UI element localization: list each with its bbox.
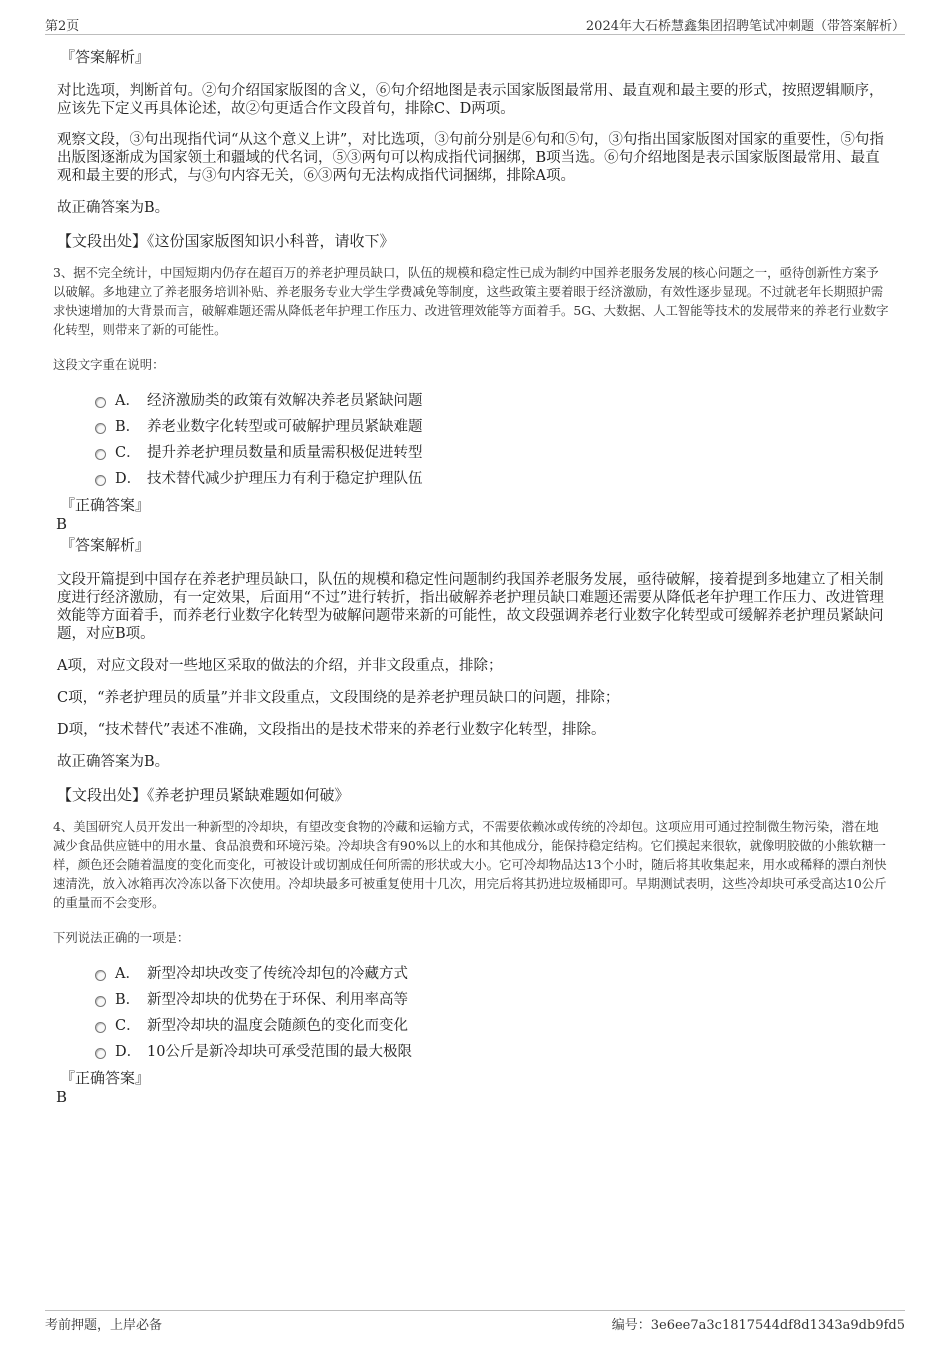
footer-slogan: 考前押题，上岸必备 <box>45 1318 163 1333</box>
q2-source: 【文段出处】《这份国家版图知识小科普，请收下》 <box>57 232 395 250</box>
q3-answer: B <box>56 515 68 533</box>
radio-button[interactable] <box>95 475 106 486</box>
option-letter: B． <box>115 991 141 1008</box>
q4-option-c[interactable] <box>95 1011 889 1037</box>
radio-button[interactable] <box>95 996 106 1007</box>
q4-option-d[interactable] <box>95 1037 889 1063</box>
option-letter: C． <box>115 444 141 461</box>
option-letter: B． <box>115 418 141 435</box>
option-text: 新型冷却块改变了传统冷却包的冷藏方式 <box>147 965 408 982</box>
option-letter: A． <box>115 965 140 982</box>
page-header <box>45 14 905 35</box>
option-text: 技术替代减少护理压力有利于稳定护理队伍 <box>147 470 423 487</box>
q3-analysis-label: 『答案解析』 <box>60 536 151 554</box>
radio-button[interactable] <box>95 1048 106 1059</box>
q3-option-a[interactable] <box>95 386 889 412</box>
q3-analysis-para-1: 文段开篇提到中国存在养老护理员缺口，队伍的规模和稳定性问题制约我国养老服务发展，亟待破解，接着提到多地建立了相关制度进行经济激励，有一定效果，后面用“不过”进行转折，指出破解养老护理员缺口难题还需要从降低老年护理工作压力、改进管理效能等方面着手，而养老行业数字化转型为破解问题带来新的可能性，故文段强调养老行业数字化转型或可缓解养老护理员紧缺问题，对应B项。 <box>57 572 884 642</box>
option-text: 新型冷却块的温度会随颜色的变化而变化 <box>147 1017 408 1034</box>
option-letter: A． <box>115 392 140 409</box>
q4-option-b[interactable] <box>95 985 889 1011</box>
q3-option-b[interactable] <box>95 412 889 438</box>
option-letter: D． <box>115 470 142 487</box>
q3-analysis-para-4: D项，“技术替代”表述不准确，文段指出的是技术带来的养老行业数字化转型，排除。 <box>57 722 606 738</box>
option-letter: C． <box>115 1017 141 1034</box>
option-text: 养老业数字化转型或可破解护理员紧缺难题 <box>147 418 423 435</box>
q3-stem: 3、据不完全统计，中国短期内仍存在超百万的养老护理员缺口，队伍的规模和稳定性已成为制约中国养老服务发展的核心问题之一，亟待创新性方案予以破解。多地建立了养老服务培训补贴、养老服务专业大学生学费减免等制度，这些政策主要着眼于经济激励，有效性逐步显现。不过就老年长期照护需求快速增加的大背景而言，破解难题还需从降低老年护理工作压力、改进管理效能等方面着手。5G、大数据、人工智能等技术的发展带来的养老行业数字化转型，则带来了新的可能性。 <box>53 265 889 337</box>
q3-source: 【文段出处】《养老护理员紧缺难题如何破》 <box>57 786 350 804</box>
q4-answer-label: 『正确答案』 <box>60 1069 151 1087</box>
q3-analysis-para-2: A项，对应文段对一些地区采取的做法的介绍，并非文段重点，排除； <box>57 658 503 674</box>
q3-prompt: 这段文字重在说明： <box>53 357 165 372</box>
option-text: 新型冷却块的优势在于环保、利用率高等 <box>147 991 408 1008</box>
radio-button[interactable] <box>95 970 106 981</box>
radio-button[interactable] <box>95 423 106 434</box>
q3-answer-label: 『正确答案』 <box>60 496 151 514</box>
q4-answer: B <box>56 1088 68 1106</box>
option-text: 10公斤是新冷却块可承受范围的最大极限 <box>147 1043 412 1060</box>
document-body <box>53 46 889 1106</box>
page-footer <box>45 1310 905 1333</box>
q2-analysis-label: 『答案解析』 <box>60 48 151 66</box>
q4-stem: 4、美国研究人员开发出一种新型的冷却块，有望改变食物的冷藏和运输方式，不需要依赖冰或传统的冷却包。这项应用可通过控制微生物污染，潜在地减少食品供应链中的用水量、食品浪费和环境污染。冷却块含有90%以上的水和其他成分，能保持稳定结构。它们摸起来很软，就像明胶做的小熊软糖一样，颜色还会随着温度的变化而变化，可被设计或切割成任何所需的形状或大小。它可冷却物品达13个小时，随后将其收集起来，用水或稀释的漂白剂快速清洗，放入冰箱再次冷冻以备下次使用。冷却块最多可被重复使用十几次，用完后将其扔进垃圾桶即可。早期测试表明，这些冷却块可承受高达10公斤的重量而不会变形。 <box>53 819 887 910</box>
radio-button[interactable] <box>95 397 106 408</box>
q3-option-c[interactable] <box>95 438 889 464</box>
q4-options <box>95 959 889 1063</box>
q2-analysis-para-2: 观察文段，③句出现指代词“从这个意义上讲”，对比选项，③句前分别是⑥句和⑤句，③句指出国家版图对国家的重要性，⑤句指出版图逐渐成为国家领土和疆域的代名词，⑤③两句可以构成指代词捆绑，B项当选。⑥句介绍地图是表示国家版图最常用、最直观和最主要的形式，与③句内容无关，⑥③两句无法构成指代词捆绑，排除A项。 <box>57 132 884 184</box>
document-title: 2024年大石桥慧鑫集团招聘笔试冲刺题（带答案解析） <box>585 19 905 34</box>
q3-analysis-para-3: C项，“养老护理员的质量”并非文段重点，文段围绕的是养老护理员缺口的问题，排除； <box>57 690 620 706</box>
page-number: 第2页 <box>45 19 80 34</box>
q4-prompt: 下列说法正确的一项是： <box>53 930 190 945</box>
q2-conclusion: 故正确答案为B。 <box>57 200 170 216</box>
option-letter: D． <box>115 1043 142 1060</box>
option-text: 经济激励类的政策有效解决养老员紧缺问题 <box>147 392 423 409</box>
radio-button[interactable] <box>95 1022 106 1033</box>
q3-conclusion: 故正确答案为B。 <box>57 754 170 770</box>
q2-analysis-para-1: 对比选项，判断首句。②句介绍国家版图的含义，⑥句介绍地图是表示国家版图最常用、最直观和最主要的形式，按照逻辑顺序，应该先下定义再具体论述，故②句更适合作文段首句，排除C、D两项。 <box>57 83 884 117</box>
document-id: 编号：3e6ee7a3c1817544df8d1343a9db9fd5 <box>611 1318 905 1333</box>
q3-options <box>95 386 889 490</box>
option-text: 提升养老护理员数量和质量需积极促进转型 <box>147 444 423 461</box>
radio-button[interactable] <box>95 449 106 460</box>
q4-option-a[interactable] <box>95 959 889 985</box>
q3-option-d[interactable] <box>95 464 889 490</box>
